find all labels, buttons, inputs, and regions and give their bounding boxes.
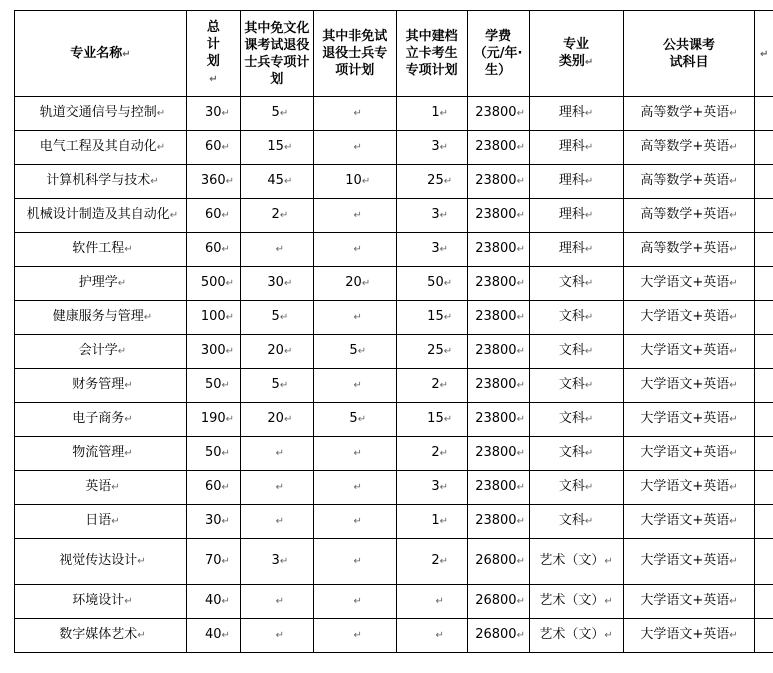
cell-major-name: 电子商务↵: [15, 403, 187, 437]
header-nonexempt-veteran-plan: 其中非免试退役士兵专项计划: [313, 11, 396, 97]
cell-cut-column: [755, 335, 773, 369]
cell-tuition: 23800↵: [467, 403, 529, 437]
cell-poverty-plan: 3↵: [396, 233, 467, 267]
cell-exempt-plan: 3↵: [240, 539, 313, 585]
cell-major-category: 文科↵: [529, 437, 623, 471]
cell-major-name: 会计学↵: [15, 335, 187, 369]
cell-exempt-plan: 2↵: [240, 199, 313, 233]
enrollment-plan-table: [14, 10, 773, 653]
cell-major-category: 理科↵: [529, 97, 623, 131]
cell-cut-column: [755, 301, 773, 335]
cell-major-name: 环境设计↵: [15, 585, 187, 619]
cell-poverty-plan: 3↵: [396, 131, 467, 165]
cell-exempt-plan: 20↵: [240, 403, 313, 437]
cell-exam-subjects: 大学语文+英语↵: [623, 585, 755, 619]
cell-poverty-plan: 25↵: [396, 165, 467, 199]
cell-total-plan: 40↵: [186, 585, 240, 619]
cell-exam-subjects: 大学语文+英语↵: [623, 437, 755, 471]
header-total-plan: 总计划↵: [186, 11, 240, 97]
cell-major-name: 计算机科学与技术↵: [15, 165, 187, 199]
cell-exempt-plan: ↵: [240, 505, 313, 539]
cell-poverty-plan: 15↵: [396, 301, 467, 335]
cell-exam-subjects: 大学语文+英语↵: [623, 267, 755, 301]
cell-exempt-plan: 20↵: [240, 335, 313, 369]
cell-major-name: 视觉传达设计↵: [15, 539, 187, 585]
header-major-category: 专业类别↵: [529, 11, 623, 97]
cell-cut-column: [755, 505, 773, 539]
cell-poverty-plan: 1↵: [396, 97, 467, 131]
header-major-name: 专业名称↵: [15, 11, 187, 97]
cell-exempt-plan: 45↵: [240, 165, 313, 199]
cell-exempt-plan: 15↵: [240, 131, 313, 165]
cell-major-category: 文科↵: [529, 335, 623, 369]
cell-major-name: 数字媒体艺术↵: [15, 619, 187, 653]
cell-total-plan: 60↵: [186, 471, 240, 505]
cell-exam-subjects: 高等数学+英语↵: [623, 233, 755, 267]
cell-nonexempt-plan: 20↵: [313, 267, 396, 301]
cell-major-category: 文科↵: [529, 369, 623, 403]
header-cut-column: ↵: [755, 11, 773, 97]
table-row: [15, 233, 773, 267]
cell-cut-column: [755, 369, 773, 403]
cell-cut-column: [755, 233, 773, 267]
cell-tuition: 23800↵: [467, 335, 529, 369]
cell-tuition: 23800↵: [467, 267, 529, 301]
cell-major-category: 文科↵: [529, 505, 623, 539]
cell-nonexempt-plan: ↵: [313, 131, 396, 165]
cell-poverty-plan: 50↵: [396, 267, 467, 301]
cell-cut-column: [755, 437, 773, 471]
cell-poverty-plan: 2↵: [396, 369, 467, 403]
cell-exam-subjects: 高等数学+英语↵: [623, 131, 755, 165]
cell-nonexempt-plan: ↵: [313, 471, 396, 505]
cell-exam-subjects: 大学语文+英语↵: [623, 335, 755, 369]
header-exam-subjects: 公共课考试科目: [623, 11, 755, 97]
cell-nonexempt-plan: ↵: [313, 437, 396, 471]
table-row: [15, 301, 773, 335]
cell-tuition: 26800↵: [467, 539, 529, 585]
cell-total-plan: 360↵: [186, 165, 240, 199]
cell-total-plan: 60↵: [186, 233, 240, 267]
table-row: [15, 267, 773, 301]
cell-major-name: 日语↵: [15, 505, 187, 539]
cell-major-category: 艺术（文）↵: [529, 619, 623, 653]
cell-exempt-plan: ↵: [240, 233, 313, 267]
cell-major-name: 物流管理↵: [15, 437, 187, 471]
cell-nonexempt-plan: ↵: [313, 369, 396, 403]
cell-major-name: 机械设计制造及其自动化↵: [15, 199, 187, 233]
header-exempt-veteran-plan: 其中免文化课考试退役士兵专项计划: [240, 11, 313, 97]
table-row: [15, 585, 773, 619]
cell-tuition: 23800↵: [467, 165, 529, 199]
cell-major-category: 艺术（文）↵: [529, 539, 623, 585]
table-row: [15, 437, 773, 471]
cell-nonexempt-plan: ↵: [313, 301, 396, 335]
cell-major-name: 轨道交通信号与控制↵: [15, 97, 187, 131]
cell-major-category: 文科↵: [529, 403, 623, 437]
cell-poverty-plan: 2↵: [396, 539, 467, 585]
table-row: [15, 199, 773, 233]
cell-exam-subjects: 大学语文+英语↵: [623, 471, 755, 505]
table-row: [15, 403, 773, 437]
cell-exempt-plan: 5↵: [240, 301, 313, 335]
cell-major-name: 健康服务与管理↵: [15, 301, 187, 335]
cell-nonexempt-plan: 10↵: [313, 165, 396, 199]
cell-tuition: 23800↵: [467, 437, 529, 471]
cell-cut-column: [755, 267, 773, 301]
cell-nonexempt-plan: ↵: [313, 199, 396, 233]
cell-cut-column: [755, 619, 773, 653]
cell-exempt-plan: 30↵: [240, 267, 313, 301]
cell-nonexempt-plan: ↵: [313, 539, 396, 585]
cell-tuition: 23800↵: [467, 233, 529, 267]
cell-poverty-plan: ↵: [396, 585, 467, 619]
cell-cut-column: [755, 585, 773, 619]
table-row: [15, 335, 773, 369]
cell-tuition: 26800↵: [467, 585, 529, 619]
cell-major-name: 护理学↵: [15, 267, 187, 301]
cell-total-plan: 30↵: [186, 97, 240, 131]
cell-exempt-plan: ↵: [240, 619, 313, 653]
cell-cut-column: [755, 199, 773, 233]
cell-tuition: 23800↵: [467, 199, 529, 233]
cell-total-plan: 190↵: [186, 403, 240, 437]
cell-major-category: 文科↵: [529, 267, 623, 301]
cell-major-category: 理科↵: [529, 165, 623, 199]
cell-total-plan: 60↵: [186, 131, 240, 165]
cell-tuition: 23800↵: [467, 97, 529, 131]
cell-poverty-plan: 2↵: [396, 437, 467, 471]
cell-cut-column: [755, 165, 773, 199]
cell-exempt-plan: ↵: [240, 437, 313, 471]
cell-poverty-plan: 3↵: [396, 471, 467, 505]
header-poverty-plan: 其中建档立卡考生专项计划: [396, 11, 467, 97]
cell-exempt-plan: 5↵: [240, 97, 313, 131]
cell-cut-column: [755, 539, 773, 585]
cell-major-category: 理科↵: [529, 199, 623, 233]
cell-total-plan: 300↵: [186, 335, 240, 369]
cell-major-name: 英语↵: [15, 471, 187, 505]
cell-cut-column: [755, 131, 773, 165]
table-row: [15, 131, 773, 165]
cell-exam-subjects: 大学语文+英语↵: [623, 301, 755, 335]
table-body: [15, 97, 773, 653]
table-row: [15, 97, 773, 131]
table-row: [15, 471, 773, 505]
cell-major-name: 财务管理↵: [15, 369, 187, 403]
cell-cut-column: [755, 471, 773, 505]
cell-exam-subjects: 大学语文+英语↵: [623, 505, 755, 539]
cell-poverty-plan: 25↵: [396, 335, 467, 369]
cell-tuition: 23800↵: [467, 369, 529, 403]
cell-exempt-plan: 5↵: [240, 369, 313, 403]
cell-total-plan: 500↵: [186, 267, 240, 301]
cell-tuition: 23800↵: [467, 301, 529, 335]
table-row: [15, 369, 773, 403]
table-row: [15, 165, 773, 199]
cell-exam-subjects: 高等数学+英语↵: [623, 97, 755, 131]
cell-major-category: 文科↵: [529, 471, 623, 505]
cell-nonexempt-plan: ↵: [313, 505, 396, 539]
cell-nonexempt-plan: 5↵: [313, 403, 396, 437]
cell-major-category: 理科↵: [529, 131, 623, 165]
cell-major-name: 电气工程及其自动化↵: [15, 131, 187, 165]
cell-cut-column: [755, 97, 773, 131]
cell-nonexempt-plan: ↵: [313, 585, 396, 619]
table-row: [15, 539, 773, 585]
cell-nonexempt-plan: ↵: [313, 233, 396, 267]
cell-exempt-plan: ↵: [240, 471, 313, 505]
cell-total-plan: 60↵: [186, 199, 240, 233]
cell-exam-subjects: 高等数学+英语↵: [623, 199, 755, 233]
cell-tuition: 23800↵: [467, 471, 529, 505]
cell-nonexempt-plan: ↵: [313, 619, 396, 653]
cell-exam-subjects: 大学语文+英语↵: [623, 619, 755, 653]
cell-tuition: 23800↵: [467, 505, 529, 539]
cell-nonexempt-plan: ↵: [313, 97, 396, 131]
cell-total-plan: 70↵: [186, 539, 240, 585]
cell-total-plan: 50↵: [186, 437, 240, 471]
cell-total-plan: 40↵: [186, 619, 240, 653]
cell-major-name: 软件工程↵: [15, 233, 187, 267]
cell-major-category: 文科↵: [529, 301, 623, 335]
cell-major-category: 理科↵: [529, 233, 623, 267]
cell-tuition: 26800↵: [467, 619, 529, 653]
table-row: [15, 619, 773, 653]
cell-exam-subjects: 大学语文+英语↵: [623, 403, 755, 437]
cell-exempt-plan: ↵: [240, 585, 313, 619]
cell-cut-column: [755, 403, 773, 437]
cell-poverty-plan: 3↵: [396, 199, 467, 233]
cell-total-plan: 50↵: [186, 369, 240, 403]
table-row: [15, 505, 773, 539]
cell-exam-subjects: 大学语文+英语↵: [623, 369, 755, 403]
cell-major-category: 艺术（文）↵: [529, 585, 623, 619]
cell-exam-subjects: 大学语文+英语↵: [623, 539, 755, 585]
cell-total-plan: 100↵: [186, 301, 240, 335]
cell-exam-subjects: 高等数学+英语↵: [623, 165, 755, 199]
cell-poverty-plan: 15↵: [396, 403, 467, 437]
cell-poverty-plan: 1↵: [396, 505, 467, 539]
header-tuition: 学费（元/年·生）: [467, 11, 529, 97]
cell-poverty-plan: ↵: [396, 619, 467, 653]
header-row: [15, 11, 773, 97]
cell-nonexempt-plan: 5↵: [313, 335, 396, 369]
cell-total-plan: 30↵: [186, 505, 240, 539]
cell-tuition: 23800↵: [467, 131, 529, 165]
